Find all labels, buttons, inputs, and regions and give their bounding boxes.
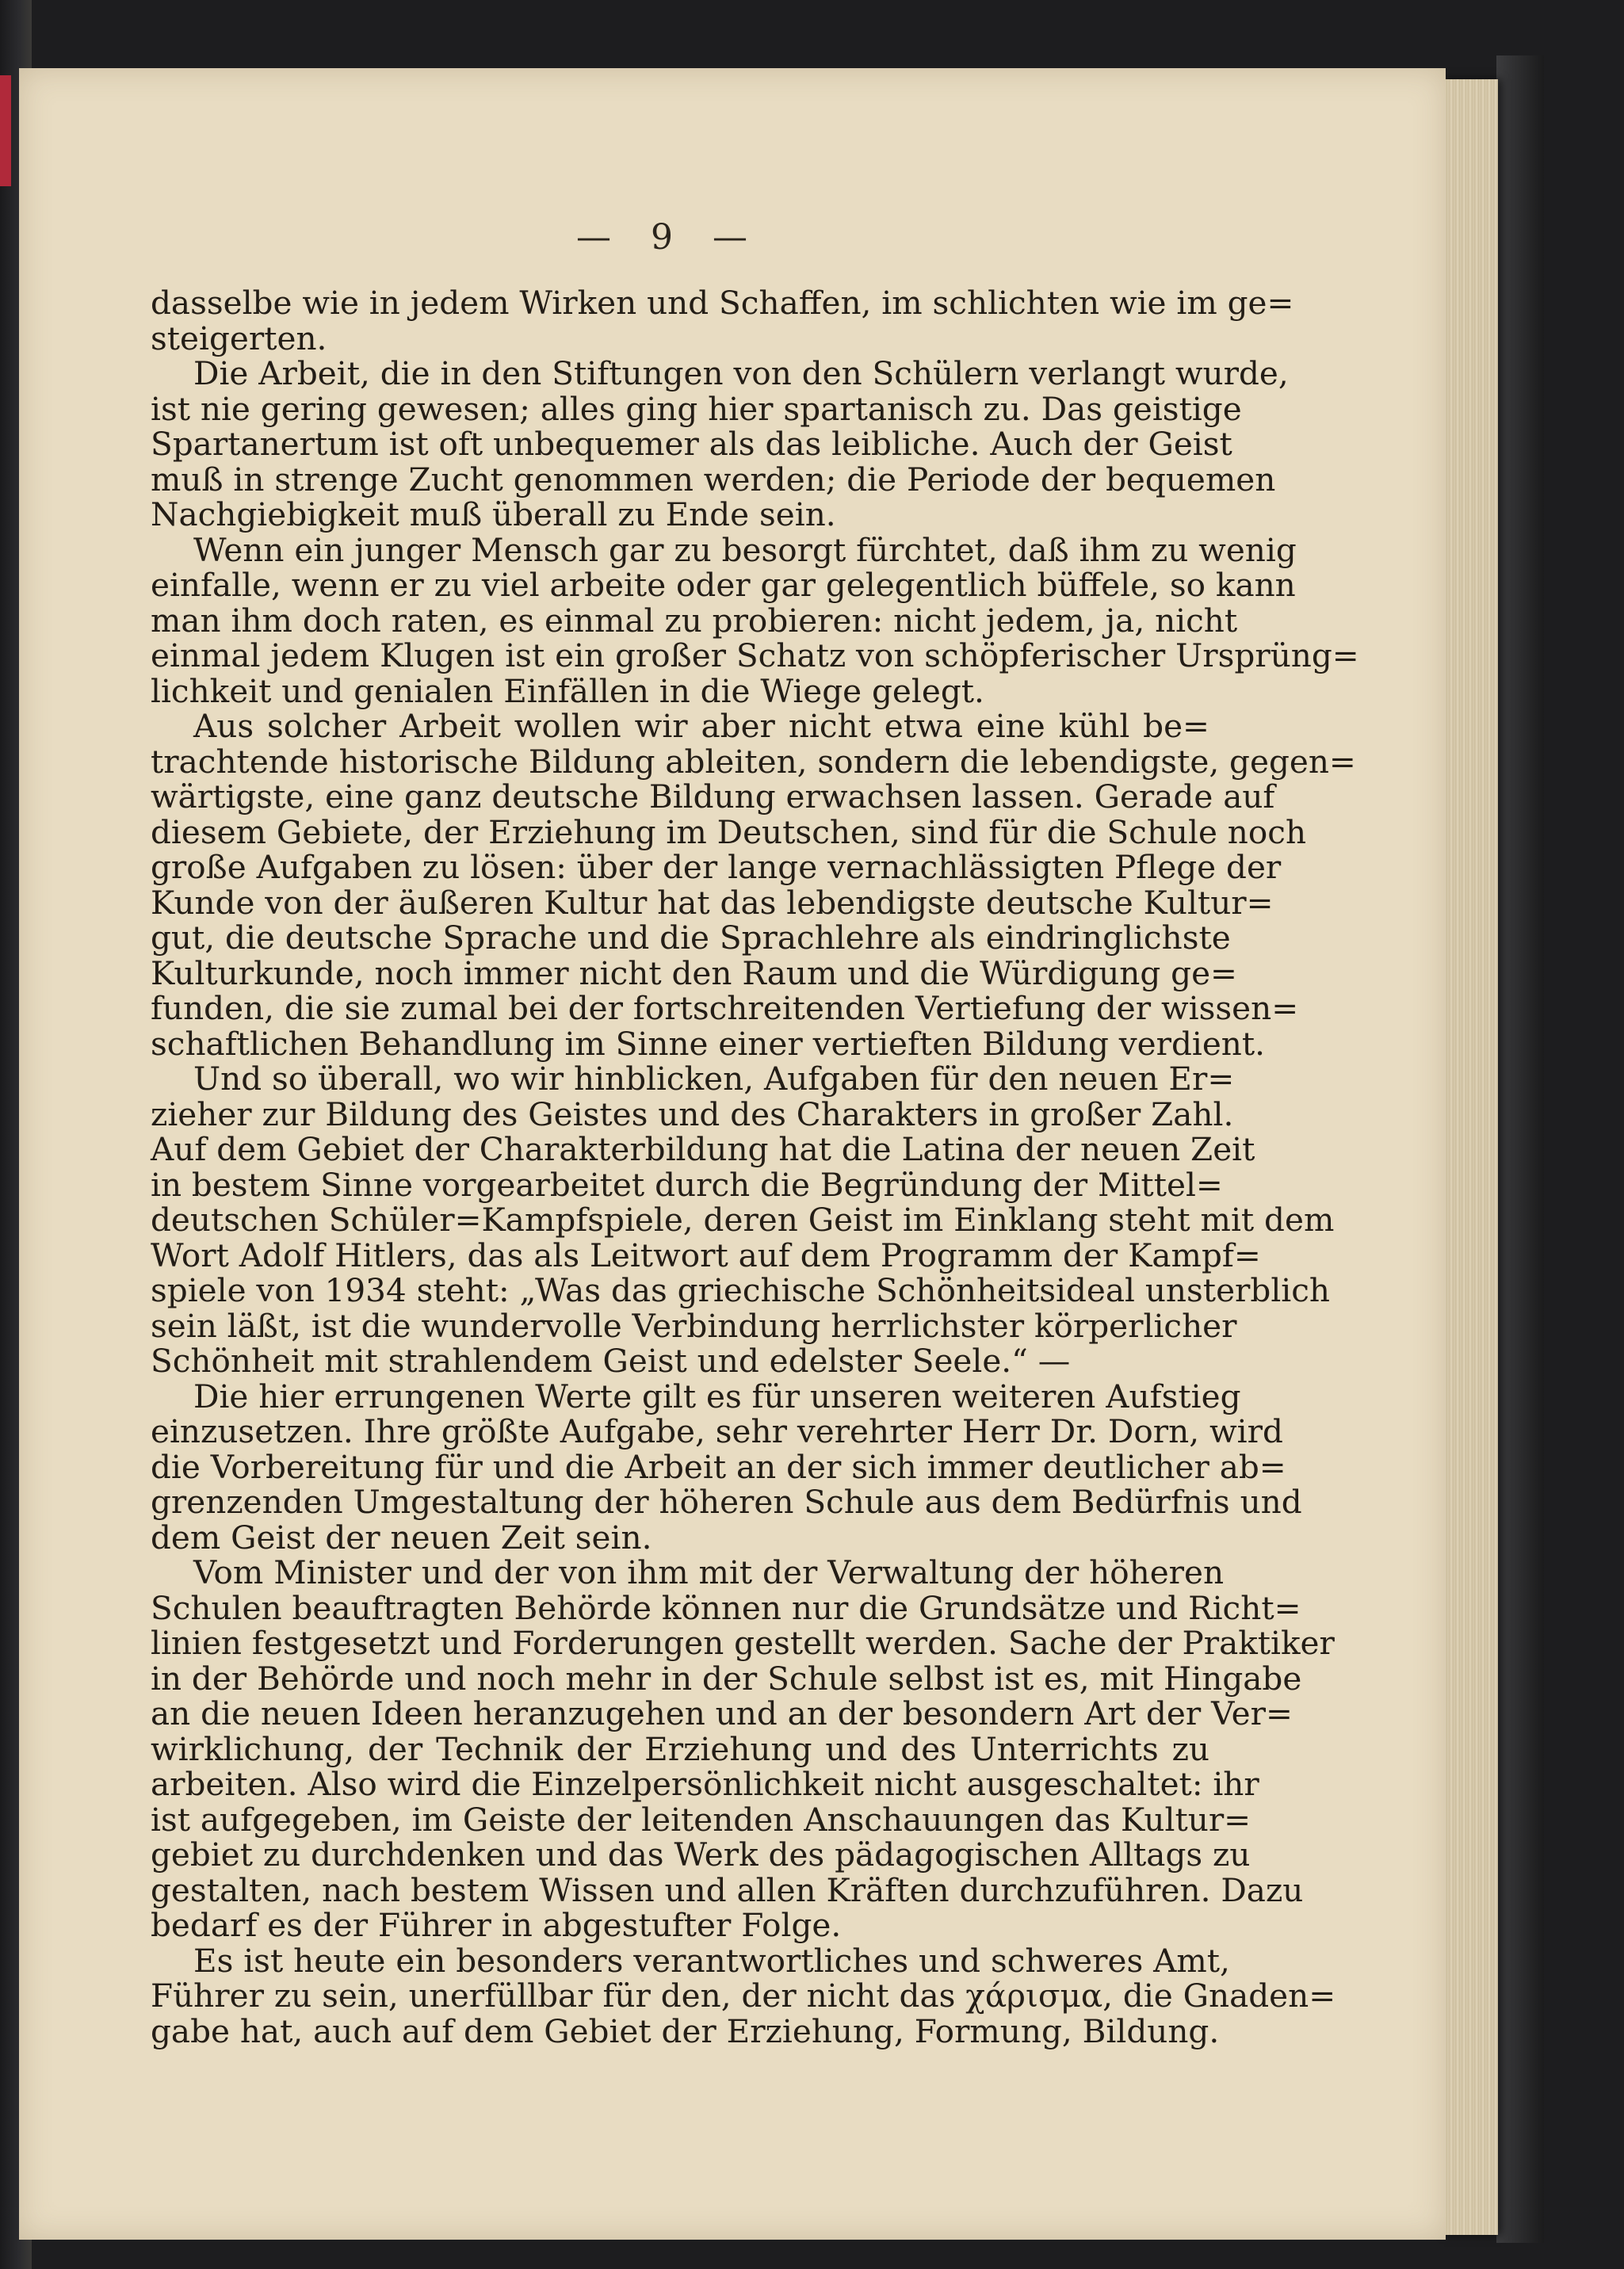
text-line: schaftlichen Behandlung im Sinne einer vertieften Bildung verdient. <box>151 1024 1266 1063</box>
text-line: Die Arbeit, die in den Stiftungen von den Schülern verlangt wurde, <box>193 354 1289 392</box>
text-line: Kunde von der äußeren Kultur hat das lebendigste deutsche Kultur= <box>151 883 1274 922</box>
text-line: dasselbe wie in jedem Wirken und Schaffen, im schlichten wie im ge= <box>151 284 1294 322</box>
text-line: funden, die sie zumal bei der fortschreitenden Vertiefung der wissen= <box>151 989 1299 1027</box>
text-line: Vom Minister und der von ihm mit der Verwaltung der höheren <box>193 1553 1225 1591</box>
text-line: in bestem Sinne vorgearbeitet durch die Begründung der Mittel= <box>151 1165 1223 1204</box>
text-line: spiele von 1934 steht: „Was das griechische Schönheitsideal unsterblich <box>151 1271 1330 1309</box>
text-line: Wort Adolf Hitlers, das als Leitwort auf dem Programm der Kampf= <box>151 1236 1261 1274</box>
text-line: die Vorbereitung für und die Arbeit an der sich immer deutlicher ab= <box>151 1447 1286 1486</box>
text-line: ist aufgegeben, im Geiste der leitenden Anschauungen das Kultur= <box>151 1800 1251 1839</box>
text-line: ist nie gering gewesen; alles ging hier spartanisch zu. Das geistige <box>151 389 1242 428</box>
text-line: Schulen beauftragten Behörde können nur die Grundsätze und Richt= <box>151 1588 1301 1627</box>
paragraph <box>151 1377 1302 1557</box>
text-line: dem Geist der neuen Zeit sein. <box>151 1518 652 1557</box>
paragraph <box>151 284 1294 357</box>
text-line: diesem Gebiete, der Erziehung im Deutschen, sind für die Schule noch <box>151 812 1307 851</box>
paragraph <box>151 1060 1335 1380</box>
text-line: in der Behörde und noch mehr in der Schule selbst ist es, mit Hingabe <box>151 1659 1302 1698</box>
text-line: Auf dem Gebiet der Charakterbildung hat die Latina der neuen Zeit <box>151 1130 1255 1168</box>
text-line: an die neuen Ideen heranzugehen und an der besondern Art der Ver= <box>151 1694 1293 1732</box>
paragraph <box>151 1553 1335 1944</box>
text-line: Nachgiebigkeit muß überall zu Ende sein. <box>151 495 836 533</box>
text-line: gut, die deutsche Sprache und die Sprachlehre als eindringlichste <box>151 919 1231 957</box>
binding-ribbon <box>0 75 11 186</box>
text-line: einfalle, wenn er zu viel arbeite oder gar gelegentlich büffele, so kann <box>151 566 1296 604</box>
text-line: steigerten. <box>151 319 327 357</box>
paragraph <box>151 530 1359 710</box>
body-text <box>151 284 1359 2050</box>
text-line: große Aufgaben zu lösen: über der lange vernachlässigten Pflege der <box>151 848 1282 886</box>
paragraph <box>151 354 1289 533</box>
text-line: einzusetzen. Ihre größte Aufgabe, sehr verehrter Herr Dr. Dorn, wird <box>151 1412 1283 1450</box>
book-page <box>19 68 1446 2240</box>
text-line: Spartanertum ist oft unbequemer als das leibliche. Auch der Geist <box>151 425 1232 463</box>
text-line: einmal jedem Klugen ist ein großer Schatz von schöpferischer Ursprüng= <box>151 636 1359 674</box>
text-line: Die hier errungenen Werte gilt es für unseren weiteren Aufstieg <box>193 1377 1241 1415</box>
paragraph <box>151 1941 1336 2050</box>
text-line: Kulturkunde, noch immer nicht den Raum und die Würdigung ge= <box>151 953 1237 992</box>
text-line: zieher zur Bildung des Geistes und des Charakters in großer Zahl. <box>151 1094 1234 1133</box>
text-line: Führer zu sein, unerfüllbar für den, der nicht das χάρισμα, die Gnaden= <box>151 1977 1336 2015</box>
text-line: muß in strenge Zucht genommen werden; die Periode der bequemen <box>151 460 1276 498</box>
text-line: Aus solcher Arbeit wollen wir aber nicht etwa eine kühl be= <box>193 707 1209 745</box>
text-line: wärtigste, eine ganz deutsche Bildung erwachsen lassen. Gerade auf <box>151 777 1275 816</box>
text-line: gabe hat, auch auf dem Gebiet der Erziehung, Formung, Bildung. <box>151 2011 1220 2050</box>
paragraph <box>151 707 1356 1063</box>
text-line: man ihm doch raten, es einmal zu probieren: nicht jedem, ja, nicht <box>151 601 1238 640</box>
text-line: sein läßt, ist die wundervolle Verbindung herrlichster körperlicher <box>151 1306 1237 1345</box>
text-line: Und so überall, wo wir hinblicken, Aufgaben für den neuen Er= <box>193 1060 1235 1098</box>
text-line: grenzenden Umgestaltung der höheren Schule aus dem Bedürfnis und <box>151 1483 1302 1521</box>
text-line: gestalten, nach bestem Wissen und allen Kräften durchzuführen. Dazu <box>151 1870 1304 1909</box>
text-line: Wenn ein junger Mensch gar zu besorgt fürchtet, daß ihm zu wenig <box>193 530 1297 569</box>
text-line: trachtende historische Bildung ableiten, sondern die lebendigste, gegen= <box>151 742 1356 781</box>
text-line: bedarf es der Führer in abgestufter Folge. <box>151 1906 842 1944</box>
text-line: wirklichung, der Technik der Erziehung und des Unterrichts zu <box>151 1729 1209 1768</box>
text-line: gebiet zu durchdenken und das Werk des pädagogischen Alltags zu <box>151 1835 1251 1874</box>
text-line: Es ist heute ein besonders verantwortliches und schweres Amt, <box>193 1941 1230 1980</box>
text-line: arbeiten. Also wird die Einzelpersönlichkeit nicht ausgeschaltet: ihr <box>151 1765 1259 1803</box>
book-cover-edge <box>1496 55 1544 2243</box>
text-line: Schönheit mit strahlendem Geist und edelster Seele.“ — <box>151 1342 1071 1380</box>
text-line: linien festgesetzt und Forderungen gestellt werden. Sache der Praktiker <box>151 1624 1335 1662</box>
page-number: — 9 — <box>576 217 762 258</box>
text-line: deutschen Schüler=Kampfspiele, deren Geist im Einklang steht mit dem <box>151 1201 1335 1239</box>
text-line: lichkeit und genialen Einfällen in die Wiege gelegt. <box>151 671 984 710</box>
page-block-edges <box>1441 79 1498 2235</box>
